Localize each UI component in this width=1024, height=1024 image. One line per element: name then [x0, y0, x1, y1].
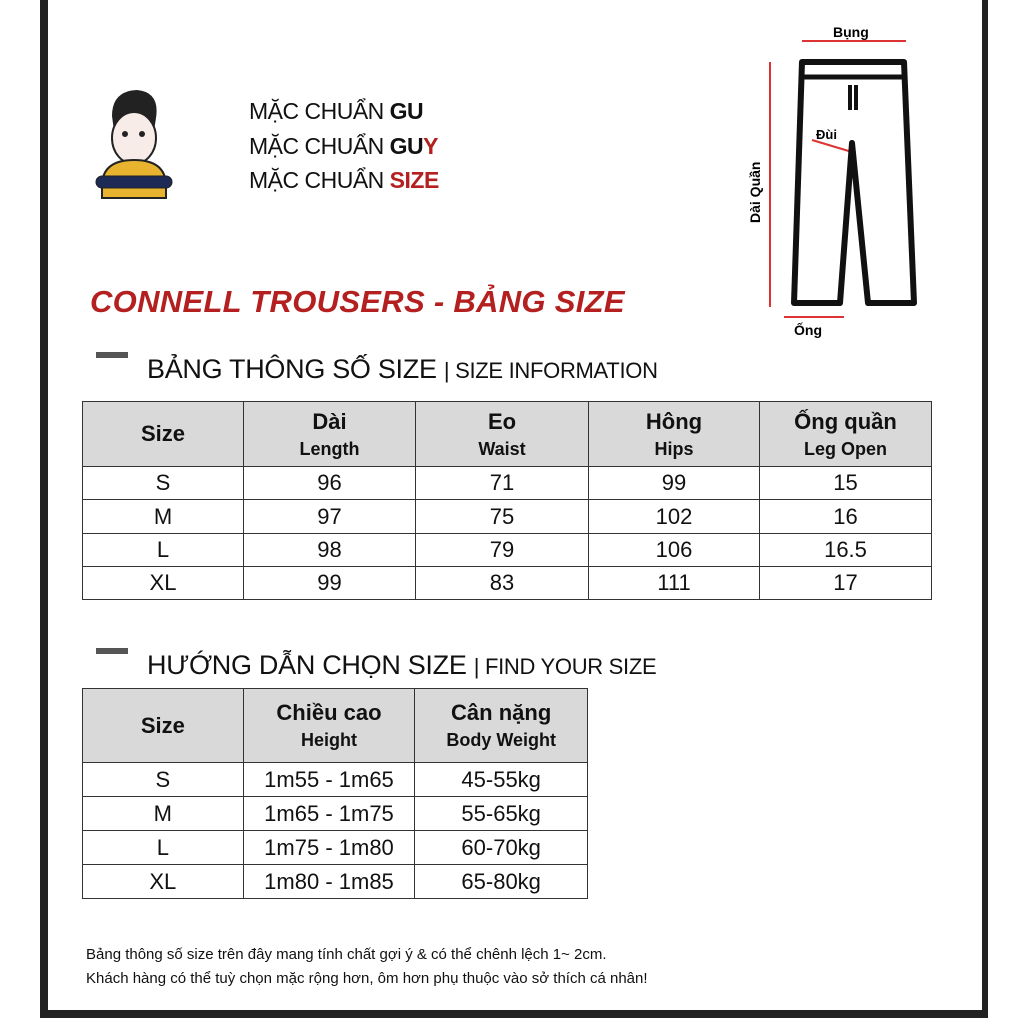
table-cell: 55-65kg: [415, 797, 588, 831]
header-text: Hips: [654, 438, 694, 459]
thigh-label: Đùi: [816, 127, 837, 142]
table-cell: M: [83, 500, 244, 534]
note-line-1: Bảng thông số size trên đây mang tính chất gợi ý & có thể chênh lệch 1~ 2cm.: [86, 946, 607, 963]
table-row: [83, 831, 588, 865]
table-cell: 71: [416, 467, 589, 500]
table-cell: XL: [83, 567, 244, 600]
table-cell: 1m55 - 1m65: [243, 763, 415, 797]
header-text: Leg Open: [803, 438, 887, 459]
header-text: Size: [140, 712, 185, 738]
heading-text: HƯỚNG DẪN CHỌN SIZE: [147, 650, 467, 680]
table-cell: 96: [244, 467, 416, 500]
table-header-row: [83, 689, 588, 763]
table-row: [83, 797, 588, 831]
slogan-red: Y: [423, 133, 439, 159]
table-row: [83, 534, 932, 567]
table-row: [83, 467, 932, 500]
header-text: Length: [299, 438, 360, 459]
table-row: [83, 500, 932, 534]
header-text: Height: [300, 730, 357, 750]
header-text: Waist: [478, 438, 526, 459]
table-cell: M: [83, 797, 244, 831]
col-size: [83, 689, 244, 763]
table-cell: 1m80 - 1m85: [243, 865, 415, 899]
table-cell: S: [83, 763, 244, 797]
header-text: Dài: [312, 408, 347, 434]
table-cell: L: [83, 534, 244, 567]
size-info-table: [82, 401, 932, 600]
table-cell: 97: [244, 500, 416, 534]
table-cell: 65-80kg: [415, 865, 588, 899]
table-header-row: [83, 402, 932, 467]
find-size-heading: [147, 650, 656, 681]
col-leg-open: [760, 402, 932, 467]
slogan-bold: GU: [389, 133, 424, 159]
col-weight: [415, 689, 588, 763]
header-text: Size: [140, 421, 186, 446]
table-cell: 16: [760, 500, 932, 534]
col-size: [83, 402, 244, 467]
slogan-line-1: [249, 98, 423, 125]
table-cell: 79: [416, 534, 589, 567]
heading-sub: | SIZE INFORMATION: [443, 358, 658, 383]
mascot-illustration: [92, 86, 174, 202]
col-waist: [416, 402, 589, 467]
header-text: Chiều cao: [276, 700, 382, 725]
table-row: [83, 763, 588, 797]
col-height: [243, 689, 415, 763]
table-cell: 102: [589, 500, 760, 534]
table-cell: XL: [83, 865, 244, 899]
header-text: Hông: [645, 408, 703, 434]
slogan-text: MẶC CHUẨN: [249, 98, 390, 124]
slogan-line-3: [249, 167, 439, 194]
heading-sub: | FIND YOUR SIZE: [473, 654, 657, 679]
table-cell: 45-55kg: [415, 763, 588, 797]
header-text: Cân nặng: [451, 700, 552, 725]
table-cell: 111: [589, 567, 760, 600]
table-cell: 98: [244, 534, 416, 567]
table-cell: 106: [589, 534, 760, 567]
col-hips: [589, 402, 760, 467]
table-cell: 83: [416, 567, 589, 600]
table-cell: 16.5: [760, 534, 932, 567]
table-cell: 99: [244, 567, 416, 600]
page-title: CONNELL TROUSERS - BẢNG SIZE: [90, 284, 625, 319]
section-dash: [96, 648, 128, 654]
slogan-text: MẶC CHUẨN: [249, 133, 390, 159]
header-text: Body Weight: [446, 730, 556, 750]
find-size-table: [82, 688, 588, 899]
table-cell: L: [83, 831, 244, 865]
trousers-diagram: [740, 15, 940, 345]
table-cell: 75: [416, 500, 589, 534]
slogan-text: MẶC CHUẨN: [249, 167, 390, 193]
table-cell: 1m75 - 1m80: [243, 831, 415, 865]
section-dash: [96, 352, 128, 358]
table-cell: 60-70kg: [415, 831, 588, 865]
table-row: [83, 865, 588, 899]
slogan-bold: GU: [389, 98, 424, 124]
table-cell: 15: [760, 467, 932, 500]
leg-label: Ống: [794, 322, 822, 338]
heading-text: BẢNG THÔNG SỐ SIZE: [147, 354, 437, 384]
table-cell: 17: [760, 567, 932, 600]
slogan-line-2: [249, 133, 438, 160]
slogan-red: SIZE: [389, 167, 439, 193]
header-text: Eo: [487, 408, 517, 434]
length-label: Dài Quần: [747, 161, 763, 223]
waist-label: Bụng: [833, 24, 869, 40]
note-line-2: Khách hàng có thể tuỳ chọn mặc rộng hơn, ôm hơn phụ thuộc vào sở thích cá nhân!: [86, 970, 648, 987]
table-cell: 1m65 - 1m75: [243, 797, 415, 831]
table-cell: 99: [589, 467, 760, 500]
size-info-heading: [147, 354, 658, 385]
table-cell: S: [83, 467, 244, 500]
table-row: [83, 567, 932, 600]
col-length: [244, 402, 416, 467]
header-text: Ống quần: [794, 408, 897, 434]
